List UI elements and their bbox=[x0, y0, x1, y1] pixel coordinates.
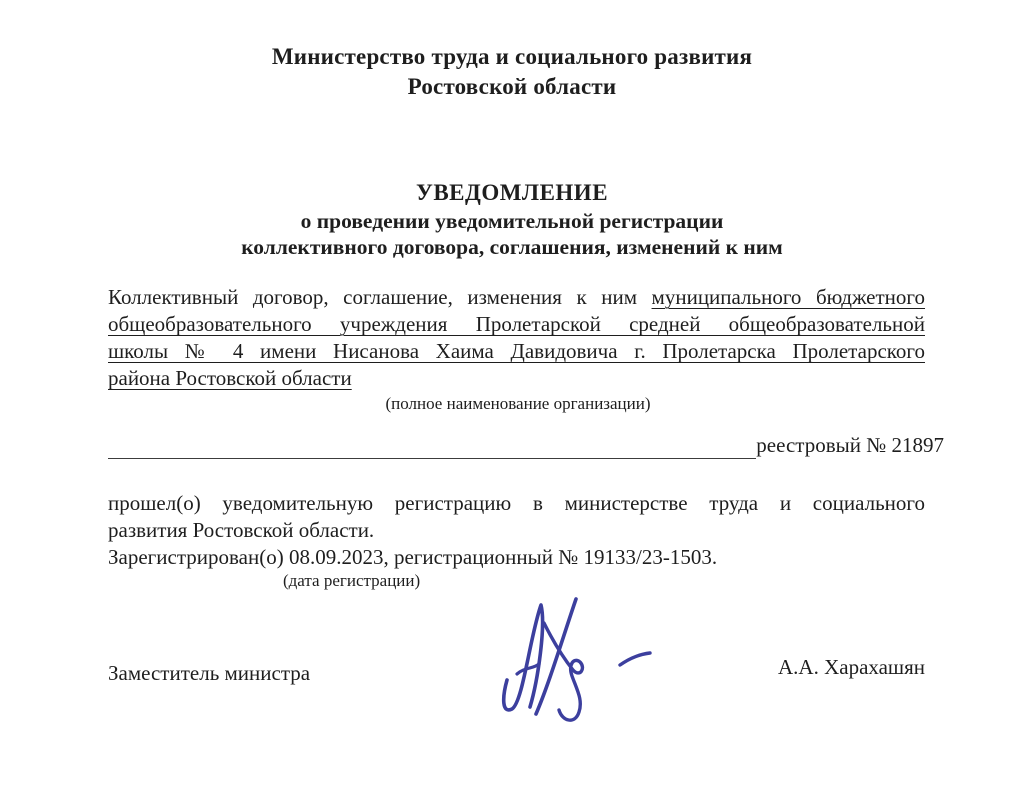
org-name-part2: общеобразовательного учреждения Пролетарской средней общеобразовательной bbox=[108, 312, 925, 336]
signer-name: А.А. Харахашян bbox=[778, 655, 925, 679]
org-intro-text: Коллективный договор, соглашение, изменения к ним bbox=[108, 285, 637, 309]
org-name-caption: (полное наименование организации) bbox=[385, 394, 651, 413]
blank-fill-line bbox=[108, 437, 756, 459]
org-name-part1: муниципального бюджетного bbox=[651, 285, 926, 309]
ministry-header bbox=[0, 0, 1024, 102]
organization-paragraph bbox=[108, 284, 925, 392]
org-paragraph-line1 bbox=[108, 284, 925, 311]
signature-stroke-a bbox=[504, 605, 543, 710]
org-paragraph-line3 bbox=[108, 338, 925, 365]
passed-line2: развития Ростовской области. bbox=[108, 518, 375, 542]
registry-number: реестровый № 21897 bbox=[756, 433, 944, 457]
handwritten-signature-ink bbox=[483, 592, 668, 747]
signature-stroke-dash bbox=[620, 653, 650, 665]
registered-line: Зарегистрирован(о) 08.09.2023, регистрационный № 19133/23-1503. bbox=[108, 545, 718, 569]
signature-strokes bbox=[504, 599, 650, 720]
passed-line1: прошел(о) уведомительную регистрацию в министерстве труда и социального bbox=[108, 491, 925, 515]
org-name-part3: школы № 4 имени Нисанова Хаима Давидовича г. Пролетарска Пролетарского bbox=[108, 339, 925, 363]
org-name-part4: района Ростовской области bbox=[108, 366, 352, 390]
title-sub-line2: коллективного договора, соглашения, изменений к ним bbox=[241, 235, 783, 259]
org-paragraph-line2 bbox=[108, 311, 925, 338]
ministry-name-line1: Министерство труда и социального развития bbox=[271, 44, 753, 69]
date-caption: (дата регистрации) bbox=[283, 571, 421, 590]
org-paragraph-line4 bbox=[108, 365, 925, 392]
title-sub-line1: о проведении уведомительной регистрации bbox=[300, 209, 724, 233]
registration-paragraph bbox=[108, 490, 925, 591]
title-main: УВЕДОМЛЕНИЕ bbox=[415, 180, 609, 205]
registry-row bbox=[108, 432, 944, 459]
signer-position-title: Заместитель министра bbox=[108, 661, 311, 685]
document-title bbox=[0, 178, 1024, 260]
ministry-name-line2: Ростовской области bbox=[407, 74, 617, 99]
